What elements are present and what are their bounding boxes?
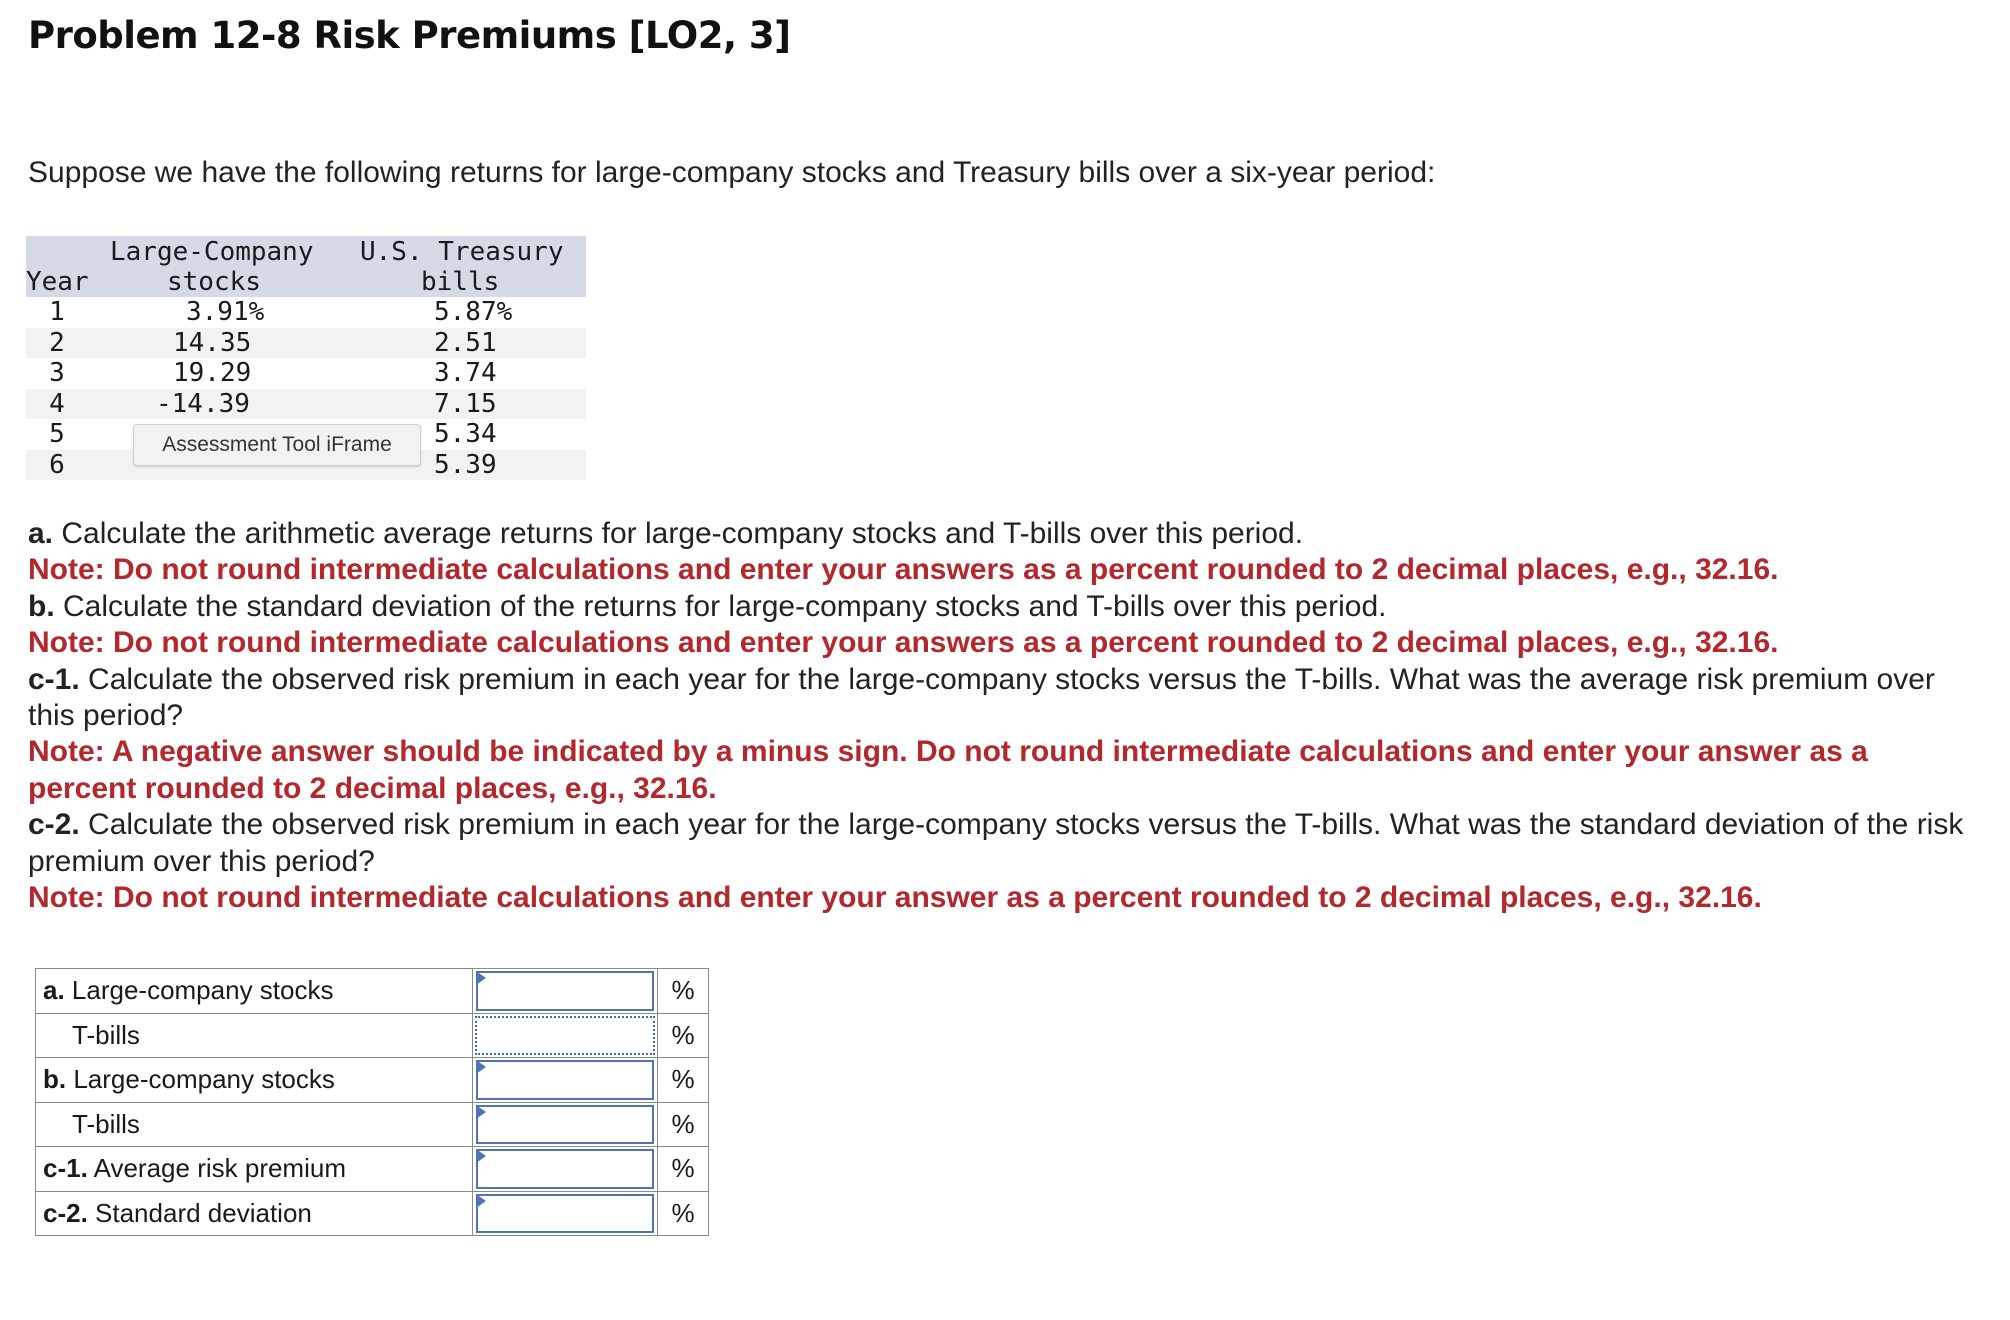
header-tbills-line1: U.S. Treasury [360, 237, 564, 267]
input-marker-icon [476, 971, 486, 985]
part-c1-label: c-1. [28, 662, 80, 696]
header-stocks-line1: Large-Company [110, 237, 314, 267]
answer-prefix: b. [43, 1064, 67, 1095]
input-marker-icon [476, 1105, 486, 1119]
answer-label-text: Average risk premium [87, 1153, 346, 1184]
answer-row-a-stocks [36, 969, 709, 1014]
returns-table-header [26, 236, 586, 297]
percent-unit: % [658, 1058, 709, 1103]
cell-year: 5 [49, 419, 65, 449]
cell-stocks: 14.35 [173, 327, 252, 358]
cell-year: 6 [49, 449, 65, 480]
cell-year: 1 [49, 297, 65, 327]
table-row [26, 328, 586, 359]
answer-input-b-stocks[interactable] [478, 1062, 652, 1098]
instructions [28, 516, 1978, 916]
answer-row-c1 [36, 1147, 709, 1192]
part-b-label: b. [28, 589, 55, 623]
answer-table [35, 968, 709, 1236]
cell-stocks: 3.91% [186, 297, 265, 327]
cell-tbills: 5.39 [434, 449, 497, 480]
part-a-label: a. [28, 517, 54, 550]
cell-stocks: -14.39 [156, 388, 250, 419]
answer-input-cell [473, 1102, 658, 1147]
answer-label [36, 1058, 473, 1103]
answer-input-c2[interactable] [478, 1196, 652, 1232]
answer-label-text: Standard deviation [87, 1197, 312, 1228]
input-marker-icon [476, 1060, 486, 1074]
input-marker-icon [476, 1149, 486, 1163]
part-c2-text: Calculate the observed risk premium in each year for the large-company stocks versus the T-bills. What was the standard deviation of the risk premium over this period? [28, 808, 1964, 878]
percent-unit: % [658, 1013, 709, 1058]
answer-label: T-bills [36, 1102, 473, 1147]
percent-unit: % [658, 969, 709, 1014]
answer-input-a-stocks[interactable] [478, 973, 652, 1009]
input-marker-icon [476, 1194, 486, 1208]
part-c2-label: c-2. [28, 808, 80, 842]
answer-row-b-stocks [36, 1058, 709, 1103]
intro-text: Suppose we have the following returns for large-company stocks and Treasury bills over a six-year period: [28, 156, 1436, 189]
part-b-text: Calculate the standard deviation of the returns for large-company stocks and T-bills over this period. [54, 589, 1387, 623]
cell-year: 4 [49, 388, 65, 419]
part-a-text: Calculate the arithmetic average returns for large-company stocks and T-bills over this period. [53, 517, 1304, 550]
cell-year: 3 [49, 358, 65, 388]
part-a-note: Note: Do not round intermediate calculations and enter your answers as a percent rounded to 2 decimal places, e.g., 32.16. [28, 553, 1779, 587]
part-a [28, 516, 1978, 552]
header-tbills-line2: bills [421, 267, 500, 297]
answer-input-c1[interactable] [478, 1151, 652, 1187]
answer-prefix: a. [43, 975, 65, 1006]
answer-label [36, 1147, 473, 1192]
part-c1-note: Note: A negative answer should be indicated by a minus sign. Do not round intermediate calculations and enter your answer as a percent rounded to 2 decimal places, e.g., 32.16. [28, 735, 1868, 805]
answer-row-b-tbills [36, 1102, 709, 1147]
answer-prefix: c-1. [43, 1153, 88, 1184]
answer-row-a-tbills [36, 1013, 709, 1058]
answer-label-text: Large-company stocks [66, 1064, 335, 1095]
part-c2 [28, 807, 1978, 880]
answer-input-a-tbills[interactable] [477, 1018, 653, 1054]
part-c1-text: Calculate the observed risk premium in each year for the large-company stocks versus the T-bills. What was the average risk premium over this period? [28, 662, 1935, 733]
cell-tbills: 7.15 [434, 388, 497, 419]
table-row [26, 358, 586, 389]
part-b [28, 589, 1978, 625]
cell-year: 2 [49, 327, 65, 358]
cell-tbills: 5.87% [434, 297, 513, 327]
header-stocks-line2: stocks [167, 267, 261, 297]
cell-tbills: 3.74 [434, 358, 497, 388]
cell-tbills: 2.51 [434, 327, 497, 358]
table-row [26, 297, 586, 328]
answer-input-cell [473, 1058, 658, 1103]
percent-unit: % [658, 1102, 709, 1147]
answer-input-cell [473, 1013, 658, 1058]
answer-row-c2 [36, 1191, 709, 1236]
iframe-tooltip: Assessment Tool iFrame [133, 424, 421, 466]
percent-unit: % [658, 1191, 709, 1236]
answer-prefix: c-2. [43, 1197, 88, 1228]
part-b-note: Note: Do not round intermediate calculations and enter your answers as a percent rounded to 2 decimal places, e.g., 32.16. [28, 626, 1779, 660]
page-title: Problem 12-8 Risk Premiums [LO2, 3] [28, 14, 791, 57]
answer-input-cell [473, 1191, 658, 1236]
part-c1 [28, 662, 1978, 735]
percent-unit: % [658, 1147, 709, 1192]
answer-input-cell [473, 1147, 658, 1192]
answer-label: T-bills [36, 1013, 473, 1058]
answer-input-cell [473, 969, 658, 1014]
table-row [26, 389, 586, 420]
cell-stocks: 19.29 [173, 358, 252, 388]
cell-tbills: 5.34 [434, 419, 497, 449]
answer-input-b-tbills[interactable] [478, 1107, 652, 1143]
answer-label [36, 1191, 473, 1236]
part-c2-note: Note: Do not round intermediate calculations and enter your answer as a percent rounded to 2 decimal places, e.g., 32.16. [28, 881, 1762, 915]
answer-label-text: Large-company stocks [64, 975, 334, 1006]
header-year: Year [26, 267, 89, 297]
answer-label [36, 969, 473, 1014]
